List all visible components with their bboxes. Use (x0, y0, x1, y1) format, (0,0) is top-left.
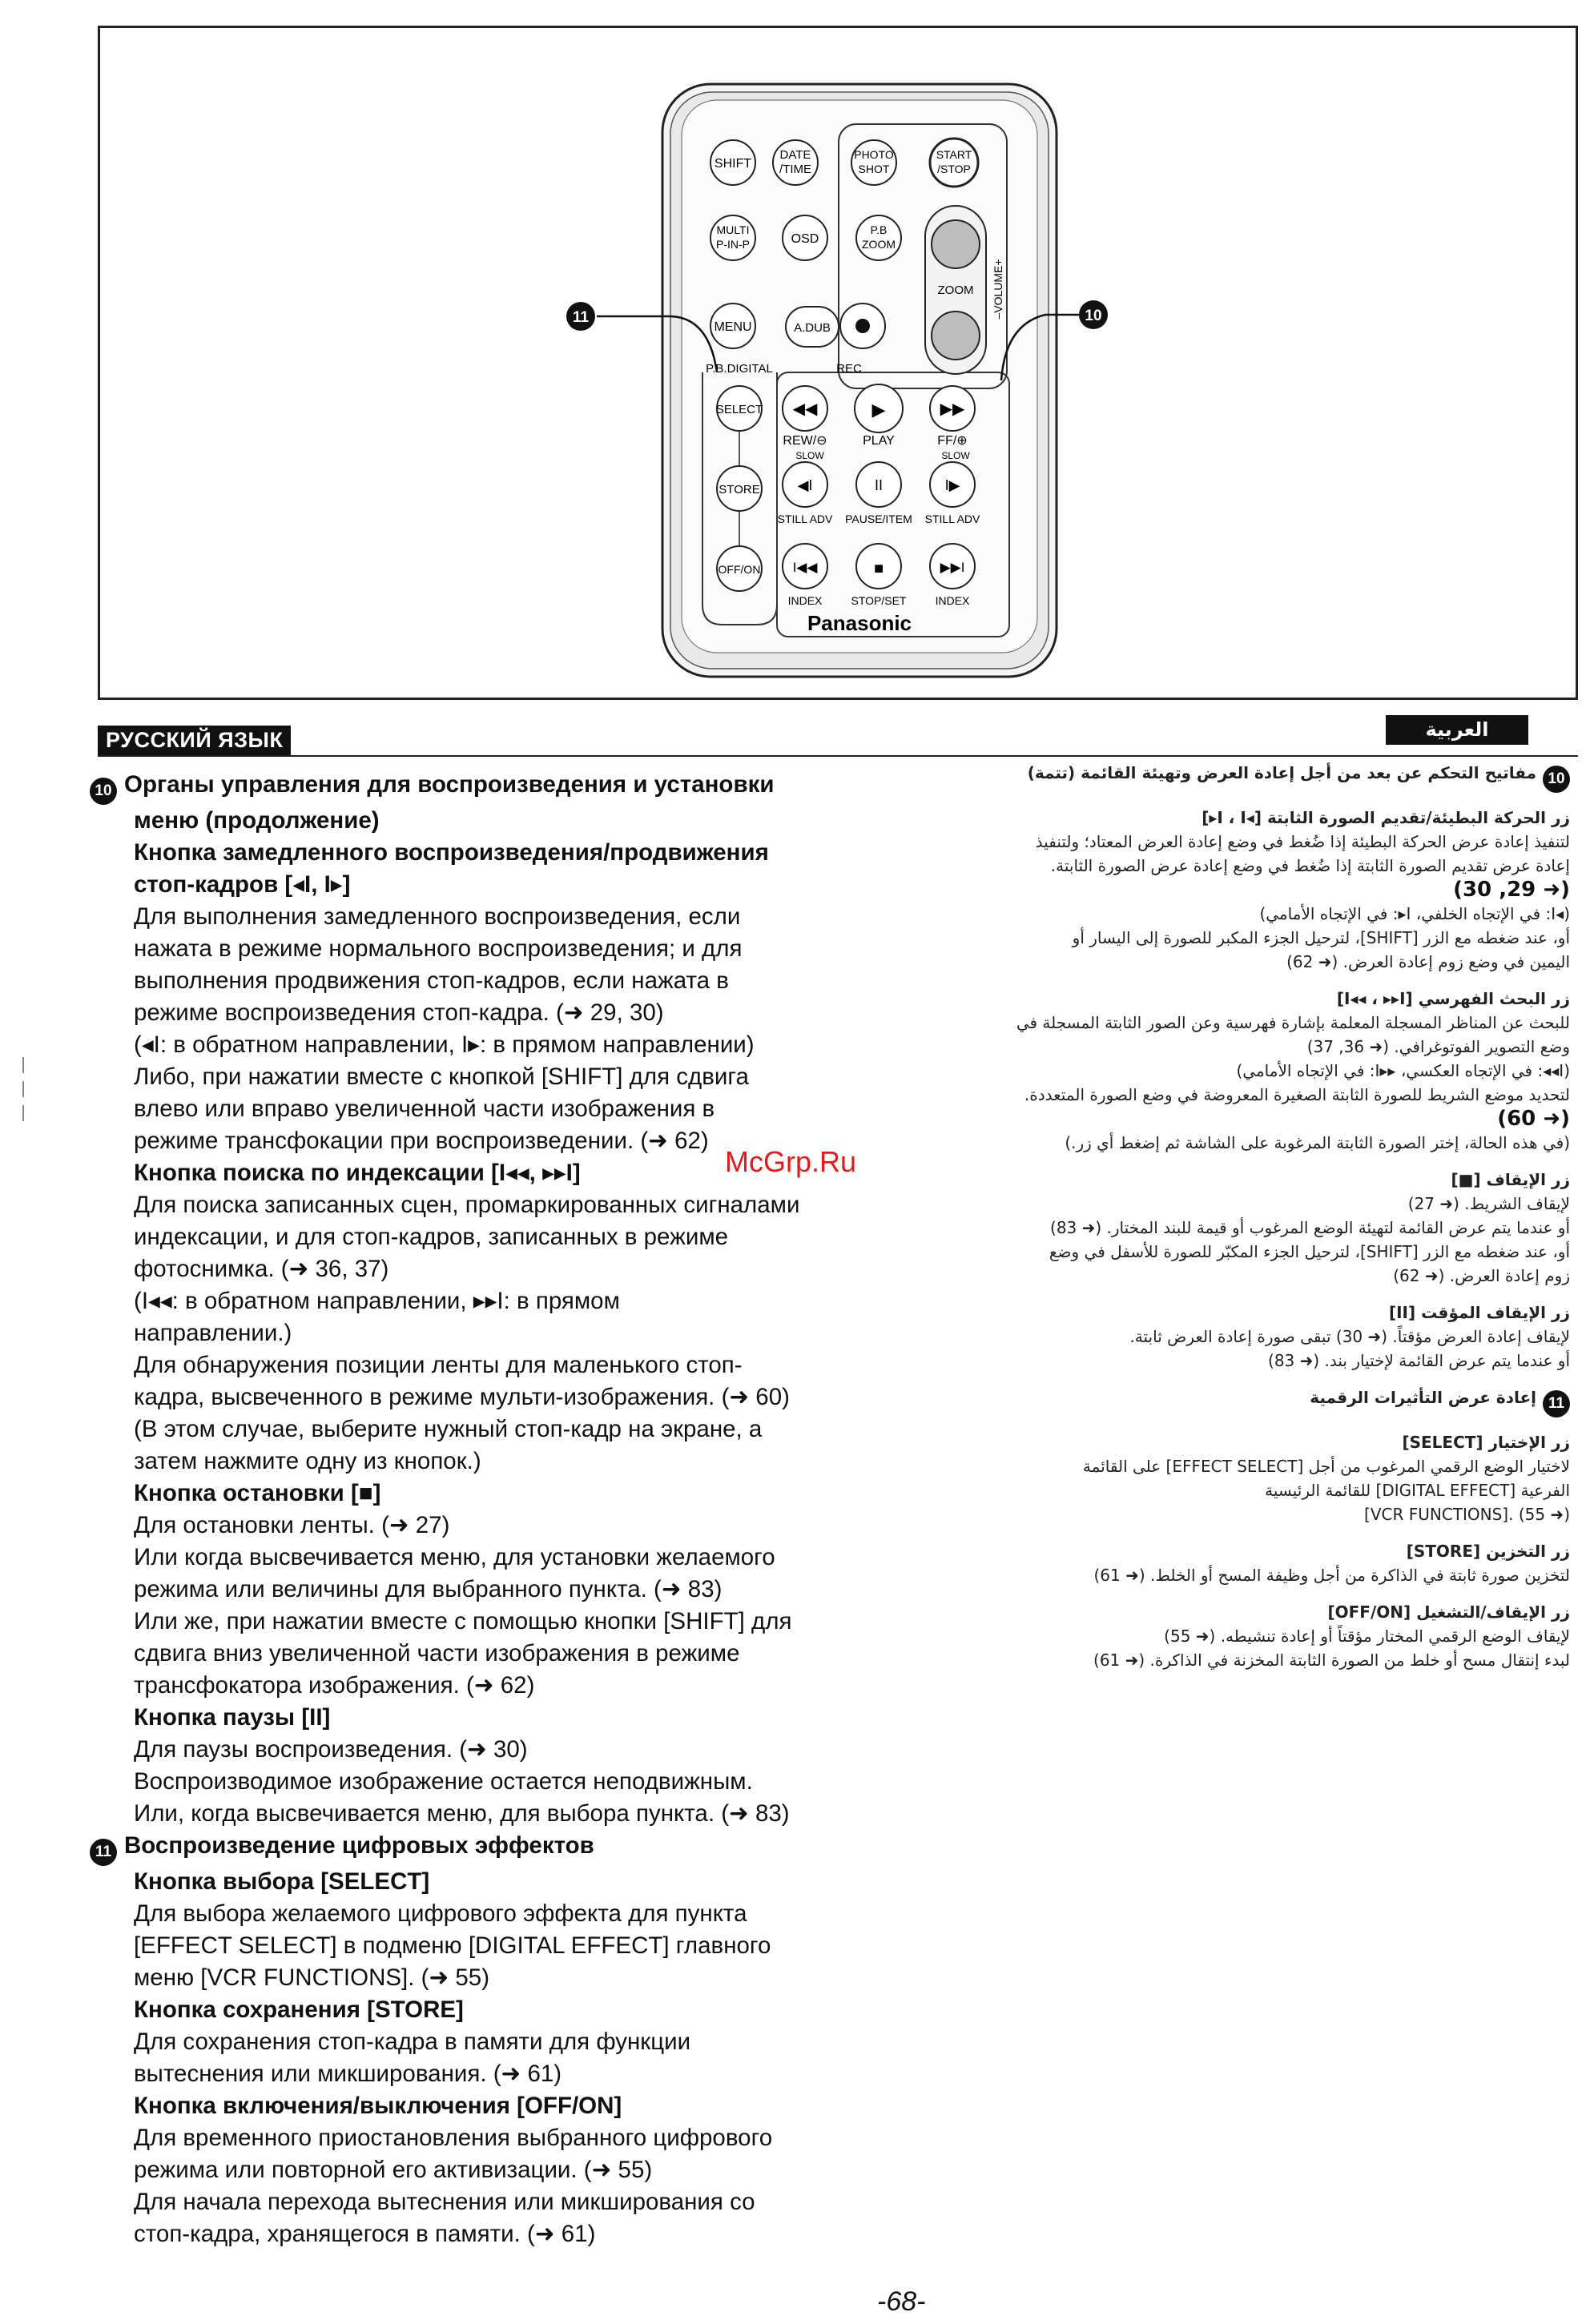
ru-heading-11: 11 Воспроизведение цифровых эффектов (90, 1830, 891, 1866)
ru-text-line: кадра, высвеченного в режиме мульти-изображения. (➜ 60) (134, 1384, 790, 1410)
start-label: START (936, 148, 972, 161)
multi-pinp-button (710, 215, 755, 260)
ar-text-line: أو عندما يتم عرض القائمة لتهيئة الوضع المرغوب أو قيمة للبند المختار. (➜ 83) (1050, 1218, 1570, 1237)
ru-subheading-pause: Кнопка паузы [II] (134, 1704, 331, 1731)
still-left-label: STILL ADV (777, 513, 833, 525)
svg-text:■: ■ (873, 560, 884, 577)
ru-subheading-slow-cont: стоп-кадров [◂I, I▸] (134, 871, 351, 898)
ru-subheading-stop: Кнопка остановки [■] (134, 1480, 381, 1506)
ar-subheading-select: زر الإختيار [SELECT] (1402, 1433, 1570, 1452)
date-label: DATE (779, 148, 811, 162)
svg-text:▶: ▶ (871, 400, 886, 420)
svg-text:◀I: ◀I (797, 477, 813, 493)
ru-text-line: Или когда высвечивается меню, для установки желаемого (134, 1544, 775, 1570)
ar-text-line: (◂I: في الإتجاه الخلفي، I▸: في الإتجاه الأمامي) (1259, 904, 1570, 923)
margin-mark (22, 1081, 24, 1097)
ar-text-line: (في هذه الحالة، إختر الصورة الثابتة المرغوبة على الشاشة ثم إضغط أي زر.) (1065, 1133, 1570, 1152)
callout-11-label: 11 (572, 309, 590, 326)
panasonic-logo: Panasonic (807, 611, 912, 635)
ru-text-line: Для сохранения стоп-кадра в памяти для функции (134, 2028, 691, 2055)
svg-text:I◀◀: I◀◀ (792, 560, 818, 575)
ar-subheading-slow: زر الحركة البطيئة/تقديم الصورة الثابتة [◂I ، I▸] (1202, 808, 1570, 827)
ru-text-line: индексации, и для стоп-кадров, записанных в режиме (134, 1224, 729, 1250)
slow-right-label: SLOW (941, 450, 970, 461)
index-left-label: INDEX (787, 594, 823, 607)
watermark-text: McGrp.Ru (725, 1145, 857, 1178)
item-10-badge: 10 (90, 778, 117, 805)
ru-text-line: меню [VCR FUNCTIONS]. (➜ 55) (134, 1964, 490, 1991)
index-right-button (930, 544, 975, 589)
pause-button (856, 462, 901, 507)
ar-text-line: (I◂◂: في الإتجاه العكسي، ▸▸I: في الإتجاه الأمامي) (1236, 1061, 1570, 1080)
ar-text-line: الفرعية [DIGITAL EFFECT] للقائمة الرئيسية (1265, 1481, 1570, 1500)
ru-text-line: (В этом случае, выберите нужный стоп-кадр на экране, а (134, 1416, 763, 1442)
stopset-label: STOP/SET (851, 594, 907, 607)
ru-text-line: режима или величины для выбранного пункта. (➜ 83) (134, 1576, 723, 1602)
russian-section-header: РУССКИЙ ЯЗЫК (98, 726, 291, 755)
ru-text-line: Для выполнения замедленного воспроизведения, если (134, 903, 741, 930)
ar-subheading-index: زر البحث الفهرسي [I◂◂ ، ▸▸I] (1336, 989, 1570, 1008)
ru-text-line: Для остановки ленты. (➜ 27) (134, 1512, 450, 1538)
ar-text-line: لإيقاف إعادة العرض مؤقتاً. (➜ 30) تبقى صورة إعادة العرض ثابتة. (1129, 1327, 1570, 1346)
ar-subheading-pause: زر الإيقاف المؤقت [II] (1388, 1303, 1570, 1322)
svg-text:I▶: I▶ (944, 477, 960, 493)
ar-text-line: لإيقاف الوضع الرقمي المختار مؤقتاً أو إعادة تنشيطه. (➜ 55) (1164, 1626, 1570, 1646)
still-adv-right-button (930, 462, 975, 507)
select-label: SELECT (715, 403, 763, 416)
adub-button (786, 307, 839, 347)
pb-label: P.B (870, 223, 888, 236)
ar-text-line: أو، عند ضغطه مع الزر [SHIFT]، لترحيل الجزء المكبر للصورة إلى اليسار أو (1072, 928, 1570, 947)
zoom-label: ZOOM (937, 283, 974, 297)
ar-heading-10: 10مفاتيح التحكم عن بعد من أجل إعادة العرض وتهيئة القائمة (تتمة) (881, 761, 1570, 793)
ar-subheading-stop: زر الإيقاف [■] (1451, 1170, 1570, 1189)
offon-button (717, 546, 762, 591)
ru-text-line: Или же, при нажатии вместе с помощью кнопки [SHIFT] для (134, 1608, 792, 1634)
ar-heading-11: 11إعادة عرض التأثيرات الرقمية (881, 1385, 1570, 1417)
rew-label: REW/⊖ (783, 434, 827, 448)
menu-label: MENU (714, 320, 752, 334)
ru-text-line: трансфокатора изображения. (➜ 62) (134, 1672, 535, 1699)
ar-text-line: أو، عند ضغطه مع الزر [SHIFT]، لترحيل الجزء المكبّر للصورة للأسفل في وضع (1049, 1242, 1570, 1261)
ru-text-line: режиме трансфокации при воспроизведении. (➜ 62) (134, 1128, 709, 1154)
ru-text-line: фотоснимка. (➜ 36, 37) (134, 1256, 389, 1282)
osd-label: OSD (791, 232, 819, 246)
arabic-text-column (881, 761, 1570, 1672)
pbzoom-label: ZOOM (862, 238, 896, 251)
menu-button (710, 304, 755, 348)
store-button (717, 466, 762, 511)
ru-text-line: Для временного приостановления выбранного цифрового (134, 2125, 773, 2151)
ar-subheading-offon: زر الإيقاف/التشغيل [OFF/ON] (1327, 1602, 1570, 1622)
ru-heading-10-cont: меню (продолжение) (134, 807, 380, 834)
still-adv-left-button (783, 462, 827, 507)
rec-label: REC (836, 362, 862, 376)
still-right-label: STILL ADV (924, 513, 980, 525)
item-11-badge: 11 (90, 1839, 117, 1866)
stop-set-button (856, 544, 901, 589)
ru-text-line: нажата в режиме нормального воспроизведения; и для (134, 935, 743, 962)
ru-text-line: (◂I: в обратном направлении, I▸: в прямом направлении) (134, 1031, 755, 1058)
russian-text-column (90, 769, 891, 2250)
index-right-label: INDEX (935, 594, 970, 607)
ff-label: FF/⊕ (937, 434, 968, 448)
ru-text-line: режиме воспроизведения стоп-кадра. (➜ 29, 30) (134, 999, 664, 1026)
ru-heading-10: 10 Органы управления для воспроизведения и установки (90, 769, 891, 805)
rew-button (783, 386, 827, 431)
slow-left-label: SLOW (795, 450, 824, 461)
ru-text-line: режима или повторной его активизации. (➜ 55) (134, 2157, 653, 2183)
ru-text-line: (I◂◂: в обратном направлении, ▸▸I: в прямом (134, 1288, 620, 1314)
photo-shot-button (851, 140, 896, 185)
ru-text-line: затем нажмите одну из кнопок.) (134, 1448, 481, 1474)
section-divider-line (98, 755, 1578, 757)
ar-text-line: لتنفيذ إعادة عرض الحركة البطيئة إذا ضُغط في وضع إعادة العرض المعتاد؛ ولتنفيذ (1035, 832, 1570, 851)
ru-subheading-slow: Кнопка замедленного воспроизведения/продвижения (134, 839, 769, 866)
volume-label: –VOLUME+ (992, 259, 1004, 320)
ru-text-line: сдвига вниз увеличенной части изображения в режиме (134, 1640, 740, 1667)
ru-text-line: [EFFECT SELECT] в подменю [DIGITAL EFFECT] главного (134, 1932, 771, 1959)
ar-text-line: (➜ 55) .[VCR FUNCTIONS] (1364, 1505, 1570, 1524)
ff-button (930, 386, 975, 431)
ar-item-10-badge: 10 (1543, 766, 1570, 793)
pb-zoom-button (856, 215, 901, 260)
ru-text-line: стоп-кадра, хранящегося в памяти. (➜ 61) (134, 2221, 596, 2247)
zoom-wide-button (932, 312, 980, 360)
ru-subheading-offon: Кнопка включения/выключения [OFF/ON] (134, 2093, 622, 2119)
select-button (716, 386, 763, 431)
ru-text-line: выполнения продвижения стоп-кадров, если нажата в (134, 967, 729, 994)
play-label: PLAY (863, 434, 895, 448)
ar-text-line: اليمين في وضع زوم إعادة العرض. (➜ 62) (1286, 952, 1570, 971)
ar-text-line: لاختيار الوضع الرقمي المرغوب من أجل [EFFECT SELECT] على القائمة (1082, 1457, 1570, 1476)
ru-text-line: Для паузы воспроизведения. (➜ 30) (134, 1736, 528, 1763)
callout-10-label: 10 (1085, 308, 1102, 324)
svg-text:◀◀: ◀◀ (792, 400, 818, 418)
play-button (855, 384, 903, 432)
ar-text-line: لتحديد موضع الشريط للصورة الثابتة الصغيرة المعروضة في وضع الصورة المتعددة. (1024, 1085, 1570, 1104)
ar-page-ref: (➜ 29, 30) (1453, 878, 1570, 902)
arabic-section-header: العربية (1386, 715, 1528, 745)
ar-text-line: لتخزين صورة ثابتة في الذاكرة من أجل وظيفة المسح أو الخلط. (➜ 61) (1093, 1566, 1570, 1585)
ru-text-line: Для начала перехода вытеснения или микширования со (134, 2189, 755, 2215)
ar-page-ref: (➜ 60) (1497, 1107, 1570, 1131)
adub-label: A.DUB (794, 321, 831, 335)
pb-digital-label: P.B.DIGITAL (706, 362, 773, 376)
store-label: STORE (719, 483, 760, 497)
margin-mark (22, 1057, 24, 1073)
remote-diagram-frame (98, 26, 1578, 700)
pinp-label: P-IN-P (716, 238, 750, 251)
ar-text-line: لبدء إنتقال مسح أو خلط من الصورة الثابتة المخزنة في الذاكرة. (➜ 61) (1093, 1651, 1570, 1670)
ru-text-line: Для обнаружения позиции ленты для маленького стоп- (134, 1352, 743, 1378)
shift-label: SHIFT (714, 157, 752, 171)
pause-label: PAUSE/ITEM (845, 513, 912, 525)
ru-text-line: Для выбора желаемого цифрового эффекта для пункта (134, 1900, 747, 1927)
ar-subheading-store: زر التخزين [STORE] (1406, 1542, 1570, 1561)
multi-label: MULTI (716, 223, 750, 236)
page-number: -68- (877, 2286, 926, 2317)
stop-label: /STOP (937, 163, 971, 175)
start-stop-button (930, 139, 978, 187)
ar-text-line: وضع التصوير الفوتوغرافي. (➜ 36, 37) (1306, 1037, 1570, 1056)
ru-text-line: Или, когда высвечивается меню, для выбора пункта. (➜ 83) (134, 1800, 790, 1827)
ar-text-line: لإيقاف الشريط. (➜ 27) (1407, 1194, 1570, 1213)
ar-text-line: زوم إعادة العرض. (➜ 62) (1393, 1266, 1570, 1285)
osd-button (783, 215, 827, 260)
index-left-button (783, 544, 827, 589)
ru-subheading-select: Кнопка выбора [SELECT] (134, 1868, 430, 1895)
ru-subheading-index: Кнопка поиска по индексации [I◂◂, ▸▸I] (134, 1160, 581, 1186)
ru-text-line: влево или вправо увеличенной части изображения в (134, 1096, 715, 1122)
ru-text-line: вытеснения или микширования. (➜ 61) (134, 2061, 562, 2087)
zoom-tele-button (932, 220, 980, 268)
photo-label: PHOTO (854, 148, 894, 161)
shift-button (710, 140, 755, 185)
ru-text-line: Воспроизводимое изображение остается неподвижным. (134, 1768, 753, 1795)
ar-text-line: أو عندما يتم عرض القائمة لإختيار بند. (➜ 83) (1268, 1351, 1570, 1370)
ar-item-11-badge: 11 (1543, 1390, 1570, 1417)
ru-text-line: направлении.) (134, 1320, 292, 1346)
offon-label: OFF/ON (718, 563, 761, 576)
ar-text-line: للبحث عن المناظر المسجلة المعلمة بإشارة فهرسية وعن الصور الثابتة المسجلة في (1016, 1013, 1570, 1032)
ru-subheading-store: Кнопка сохранения [STORE] (134, 1996, 464, 2023)
svg-text:II: II (874, 477, 884, 493)
ar-text-line: إعادة عرض تقديم الصورة الثابتة إذا ضُغط في وضع إعادة عرض الصورة الثابتة. (1050, 856, 1570, 875)
date-time-button (773, 140, 818, 185)
ru-text-line: Либо, при нажатии вместе с кнопкой [SHIFT] для сдвига (134, 1063, 749, 1090)
remote-control-illustration (100, 28, 1580, 702)
margin-mark (22, 1105, 24, 1121)
svg-text:▶▶: ▶▶ (940, 400, 965, 418)
time-label: /TIME (779, 163, 811, 176)
rec-button (840, 304, 885, 348)
ru-text-line: Для поиска записанных сцен, промаркированных сигналами (134, 1192, 800, 1218)
shot-label: SHOT (858, 163, 890, 175)
svg-text:▶▶I: ▶▶I (940, 560, 965, 575)
